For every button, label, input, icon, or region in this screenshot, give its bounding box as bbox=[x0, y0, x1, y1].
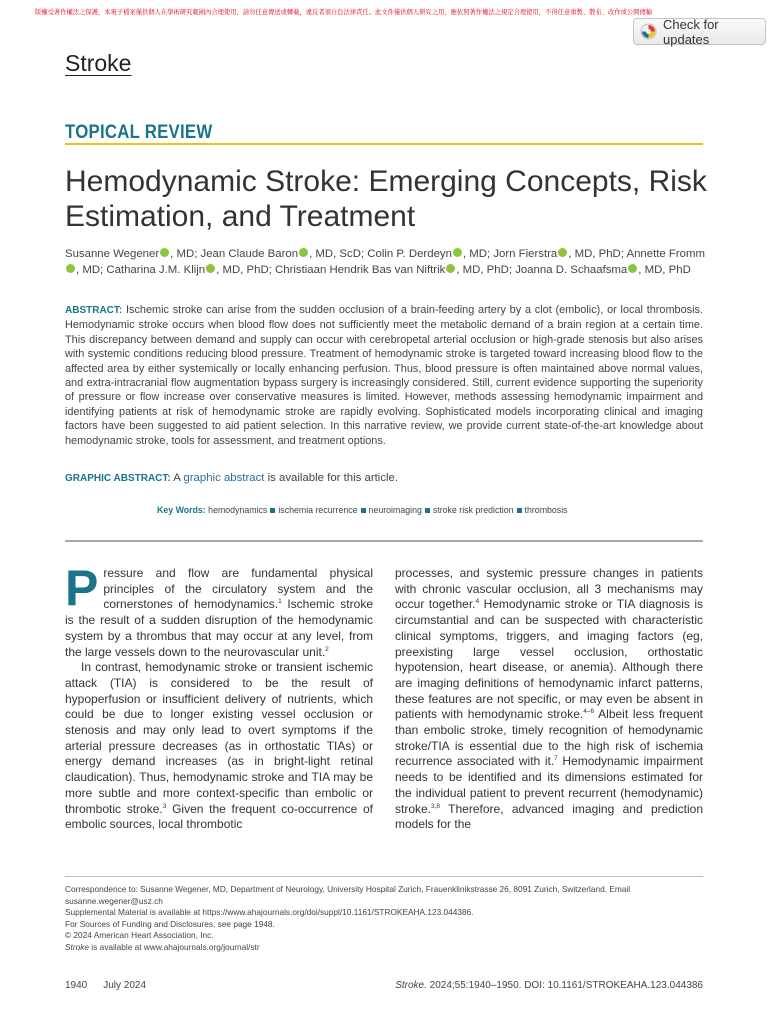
keyword-separator bbox=[361, 508, 366, 513]
footer-journal: Stroke. bbox=[395, 980, 427, 991]
keywords bbox=[157, 505, 568, 515]
copyright-banner: 版權受著作權法之保護，本電子檔案僅供個人在學術研究範圍內合理使用，請勿任意傳送或轉載，違反者須自負法律責任。此文件僅供個人研究之用，應依照著作權法之規定合理使用，不得任意重製、散布、改作或公開傳輸 bbox=[35, 9, 653, 16]
journal-name[interactable]: Stroke bbox=[65, 50, 132, 76]
keyword: ischemia recurrence bbox=[278, 505, 358, 515]
footnote-divider bbox=[65, 876, 703, 877]
supplemental-note[interactable]: Supplemental Material is available at https://www.ahajournals.org/doi/suppl/10.1161/STROKEAHA.123.044386. bbox=[65, 907, 474, 918]
check-for-updates-button[interactable] bbox=[633, 18, 766, 45]
availability-journal: Stroke bbox=[65, 941, 89, 952]
graphic-abstract-label: GRAPHIC ABSTRACT: bbox=[65, 473, 171, 484]
author-name: Colin P. Derdeyn bbox=[367, 248, 452, 260]
keyword: hemodynamics bbox=[208, 505, 268, 515]
body-column-left bbox=[65, 560, 373, 833]
orcid-icon[interactable] bbox=[453, 248, 462, 257]
footnotes bbox=[65, 884, 705, 954]
body-text: Hemodynamic stroke or TIA diagnosis is circumstantial and can be suspected with characteristic clinical symptoms, triggers, and imaging factors (eg, preexisting large vessel occlusion, orthostatic hypotension, heart disease, or anemia). Although there are imaging definitions of hemodynamic infarct patterns, these features are not specific, or may even be absent in patients with hemodynamic stroke. bbox=[395, 597, 703, 722]
orcid-icon[interactable] bbox=[206, 264, 215, 273]
author-name: Jean Claude Baron bbox=[200, 248, 299, 260]
keyword: thrombosis bbox=[524, 505, 568, 515]
section-label: TOPICAL REVIEW bbox=[65, 121, 213, 143]
keyword: neuroimaging bbox=[368, 505, 422, 515]
availability-note bbox=[65, 942, 705, 954]
keyword-separator bbox=[517, 508, 522, 513]
body-text: Albeit less frequent than embolic stroke, timely recognition of hemodynamic stroke/TIA is essential due to the high risk of ischemia recurrence associated with it. bbox=[395, 707, 703, 769]
page-footer-right bbox=[382, 980, 703, 991]
graphic-abstract-post: is available for this article. bbox=[264, 472, 399, 484]
orcid-icon[interactable] bbox=[628, 264, 637, 273]
graphic-abstract-link[interactable]: graphic abstract bbox=[183, 472, 265, 484]
orcid-icon[interactable] bbox=[558, 248, 567, 257]
orcid-icon[interactable] bbox=[160, 248, 169, 257]
author-name: Christiaan Hendrik Bas van Niftrik bbox=[275, 264, 446, 276]
graphic-abstract-pre: A bbox=[170, 472, 184, 484]
body-text: Therefore, advanced imaging and prediction models for the bbox=[395, 801, 703, 832]
citation-superscript[interactable]: 3 bbox=[162, 802, 167, 810]
author-degrees: , MD, ScD; bbox=[309, 248, 368, 260]
body-paragraph-1 bbox=[65, 560, 373, 660]
author-name: Jorn Fierstra bbox=[493, 248, 558, 260]
citation-superscript[interactable]: 3,8 bbox=[431, 802, 441, 810]
author-degrees: , MD, PhD; bbox=[568, 248, 627, 260]
keyword-separator bbox=[425, 508, 430, 513]
author-degrees: , MD, PhD; bbox=[216, 264, 276, 276]
keywords-list bbox=[208, 505, 567, 515]
citation-superscript[interactable]: 7 bbox=[554, 755, 558, 763]
author-degrees: , MD, PhD; bbox=[456, 264, 516, 276]
body-column-right bbox=[395, 566, 703, 833]
body-text: Ischemic stroke is the result of a sudden disruption of the hemodynamic system by a thrombus that may occur at any level, from the large vessels down to the neurovascular unit. bbox=[65, 597, 373, 659]
paragraph-1-text bbox=[65, 560, 373, 659]
page-number: 1940 bbox=[65, 980, 88, 991]
abstract-text: Ischemic stroke can arise from the sudden occlusion of a brain-feeding artery by a clot (embolic), or local thrombosis. Hemodynamic stroke occurs when blood flow does not sufficiently meet the metabolic demand of a brain region at a certain time. This discrepancy between demand and supply can occur with cerebropetal arterial occlusion or high-grade stenosis but also arises with systemic conditions reducing blood pressure. Treatment of hemodynamic stroke is targeted toward increasing blood flow to the affected area by either systemically or locally enhancing perfusion. Thus, blood pressure is often maintained above normal values, and extra-intracranial flow augmentation bypass surgery is increasingly considered. Still, current evidence supporting the superiority of pressure or flow increase over conservative measures is limited. However, methods assessing hemodynamic impairment and identifying patients at risk of hemodynamic stroke are rapidly evolving. Sophisticated models incorporating clinical and imaging factors have been suggested to aid patient selection. In this narrative review, we provide current state-of-the-art knowledge about hemodynamic stroke, tools for assessment, and treatment options. bbox=[65, 304, 703, 447]
body-text: ressure and flow are fundamental physical principles of the circulatory system and the cornerstones of hemodynamics. bbox=[103, 566, 373, 612]
author-degrees: , MD; bbox=[170, 248, 201, 260]
body-text: Hemodynamic impairment needs to be identified and its dimensions estimated for the individual patient to prevent recurrent (hemodynamic) stroke. bbox=[395, 754, 703, 816]
body-text: In contrast, hemodynamic stroke or transient ischemic attack (TIA) is considered to be the result of hypoperfusion or insufficient delivery of nutrients, which could be due to longer existing vessel occlusion or stenosis and may only lead to overt symptoms if the arterial pressure decreases (as in orthostatic TIAs) or energy demand increases (as in bright-light retinal claudication). Thus, hemodynamic stroke and TIA may be more subtle and more context-specific than embolic or thrombotic stroke. bbox=[65, 660, 373, 816]
author-degrees: , MD; bbox=[462, 248, 494, 260]
keyword-separator bbox=[270, 508, 275, 513]
drop-cap: P bbox=[65, 560, 99, 616]
page-footer-left bbox=[65, 980, 146, 991]
author-list bbox=[65, 246, 705, 278]
keyword: stroke risk prediction bbox=[432, 505, 514, 515]
citation-superscript[interactable]: 4–6 bbox=[583, 708, 595, 716]
orcid-icon[interactable] bbox=[299, 248, 308, 257]
body-text: Given the frequent co-occurrence of embolic sources, local thrombotic bbox=[65, 801, 373, 832]
copyright-note: © 2024 American Heart Association, Inc. bbox=[65, 930, 214, 941]
body-text: processes, and systemic pressure changes in patients with chronic vascular occlusion, all 3 mechanisms may occur together. bbox=[395, 566, 703, 612]
funding-note: For Sources of Funding and Disclosures, see page 1948. bbox=[65, 918, 275, 929]
author-degrees: , MD; bbox=[76, 264, 107, 276]
citation-superscript[interactable]: 4 bbox=[475, 598, 480, 606]
correspondence-email[interactable]: susanne.wegener@usz.ch bbox=[65, 895, 163, 906]
graphic-abstract-note bbox=[65, 472, 398, 484]
author-name: Susanne Wegener bbox=[65, 248, 160, 260]
correspondence-note: Correspondence to: Susanne Wegener, MD, Department of Neurology, University Hospital Zurich, Frauenklinikstrasse 26, 8091 Zurich, Switzerland. Email bbox=[65, 884, 631, 894]
citation-superscript[interactable]: 1 bbox=[278, 598, 282, 606]
article-title: Hemodynamic Stroke: Emerging Concepts, Risk Estimation, and Treatment bbox=[65, 165, 707, 233]
orcid-icon[interactable] bbox=[66, 264, 75, 273]
author-degrees: , MD, PhD bbox=[638, 264, 691, 276]
section-divider bbox=[65, 143, 703, 145]
footer-citation: 2024;55:1940–1950. DOI: 10.1161/STROKEAHA.123.044386 bbox=[426, 980, 703, 991]
availability-text: is available at www.ahajournals.org/journal/str bbox=[88, 941, 260, 952]
author-name: Joanna D. Schaafsma bbox=[515, 264, 628, 276]
abstract-label: ABSTRACT: bbox=[65, 305, 123, 316]
orcid-icon[interactable] bbox=[446, 264, 455, 273]
issue-month: July 2024 bbox=[103, 980, 147, 991]
abstract bbox=[65, 303, 703, 448]
check-for-updates-label: Check for updates bbox=[663, 16, 719, 47]
citation-superscript[interactable]: 2 bbox=[325, 645, 329, 653]
keywords-label: Key Words: bbox=[157, 505, 206, 515]
author-name: Catharina J.M. Klijn bbox=[106, 264, 206, 276]
author-name: Annette Fromm bbox=[626, 248, 705, 260]
body-paragraph-2 bbox=[65, 660, 373, 833]
check-for-updates-icon bbox=[640, 23, 657, 40]
header-divider bbox=[65, 540, 703, 542]
body-paragraph-3 bbox=[395, 566, 703, 833]
